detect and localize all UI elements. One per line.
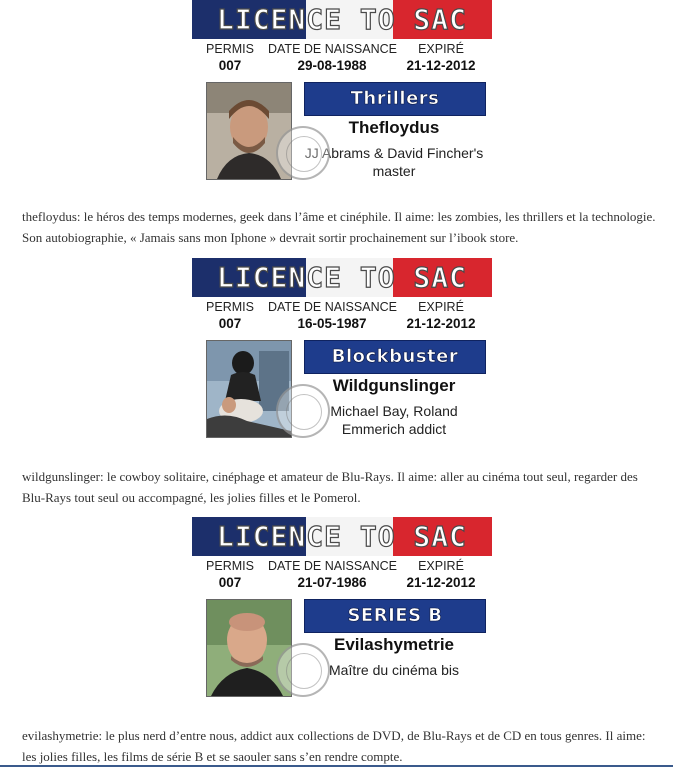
licence-card-thefloydus	[192, 0, 492, 192]
paragraph-line: wildgunslinger: le cowboy solitaire, cinéphage et amateur de Blu-Rays. Il aime: aller au cinéma tout seul, regarder des	[22, 469, 638, 484]
member-description	[304, 402, 484, 438]
card-header-flag	[192, 258, 492, 297]
description-line-2: Emmerich addict	[341, 421, 447, 437]
description-paragraph-wildgunslinger	[22, 466, 662, 508]
permis-label: PERMIS	[206, 42, 254, 56]
birth-value: 21-07-1986	[297, 575, 367, 590]
member-description	[304, 144, 484, 180]
paragraph-line: Son autobiographie, « Jamais sans mon Iphone » devrait sortir prochainement sur l’ibook store.	[22, 230, 519, 245]
card-header-flag	[192, 0, 492, 39]
footer-divider	[0, 765, 673, 767]
description-line-1: JJ Abrams & David Fincher's	[304, 145, 484, 161]
paragraph-line: thefloydus: le héros des temps modernes, geek dans l’âme et cinéphile. Il aime: les zombies, les thrillers et la technologie.	[22, 209, 656, 224]
card-info-row	[192, 556, 492, 594]
expiry-label: EXPIRÉ	[418, 42, 464, 56]
expiry-value: 21-12-2012	[406, 575, 476, 590]
member-description	[304, 661, 484, 679]
paragraph-line: evilashymetrie: le plus nerd d’entre nous, addict aux collections de DVD, de Blu-Rays et de CD en tous genres. Il aime:	[22, 728, 646, 743]
card-info-row	[192, 297, 492, 335]
card-info-row	[192, 39, 492, 77]
permis-label: PERMIS	[206, 559, 254, 573]
description-line-2: master	[372, 163, 416, 179]
description-line-1: Maître du cinéma bis	[329, 662, 459, 678]
genre-banner: Thrillers	[304, 82, 486, 116]
card-header-title: LICENCE TO SAC	[216, 520, 467, 553]
expiry-label: EXPIRÉ	[418, 559, 464, 573]
birth-label: DATE DE NAISSANCE	[268, 300, 397, 314]
card-header-flag	[192, 517, 492, 556]
paragraph-line: les jolies filles, les films de série B et se saouler sans s’en rendre compte.	[22, 749, 403, 764]
description-paragraph-evilashymetrie	[22, 725, 662, 767]
permis-value: 007	[218, 316, 242, 331]
licence-card-evilashymetrie	[192, 517, 492, 709]
description-paragraph-thefloydus	[22, 206, 662, 248]
seal-stamp-icon	[276, 126, 330, 180]
permis-value: 007	[218, 575, 242, 590]
licence-card-wildgunslinger	[192, 258, 492, 450]
birth-label: DATE DE NAISSANCE	[268, 42, 397, 56]
card-header-title: LICENCE TO SAC	[216, 3, 467, 36]
member-name: Evilashymetrie	[333, 635, 454, 654]
seal-stamp-icon	[276, 384, 330, 438]
paragraph-line: Blu-Rays tout seul ou accompagné, les jolies filles et le Pomerol.	[22, 490, 361, 505]
birth-value: 29-08-1988	[297, 58, 367, 73]
permis-value: 007	[218, 58, 242, 73]
permis-label: PERMIS	[206, 300, 254, 314]
member-name: Wildgunslinger	[332, 376, 456, 395]
genre-banner: Blockbuster	[304, 340, 486, 374]
member-name: Thefloydus	[348, 118, 440, 137]
expiry-value: 21-12-2012	[406, 316, 476, 331]
birth-label: DATE DE NAISSANCE	[268, 559, 397, 573]
seal-stamp-icon	[276, 643, 330, 697]
genre-banner: SERIES B	[304, 599, 486, 633]
expiry-label: EXPIRÉ	[418, 300, 464, 314]
card-header-title: LICENCE TO SAC	[216, 261, 467, 294]
expiry-value: 21-12-2012	[406, 58, 476, 73]
birth-value: 16-05-1987	[297, 316, 367, 331]
description-line-1: Michael Bay, Roland	[330, 403, 458, 419]
